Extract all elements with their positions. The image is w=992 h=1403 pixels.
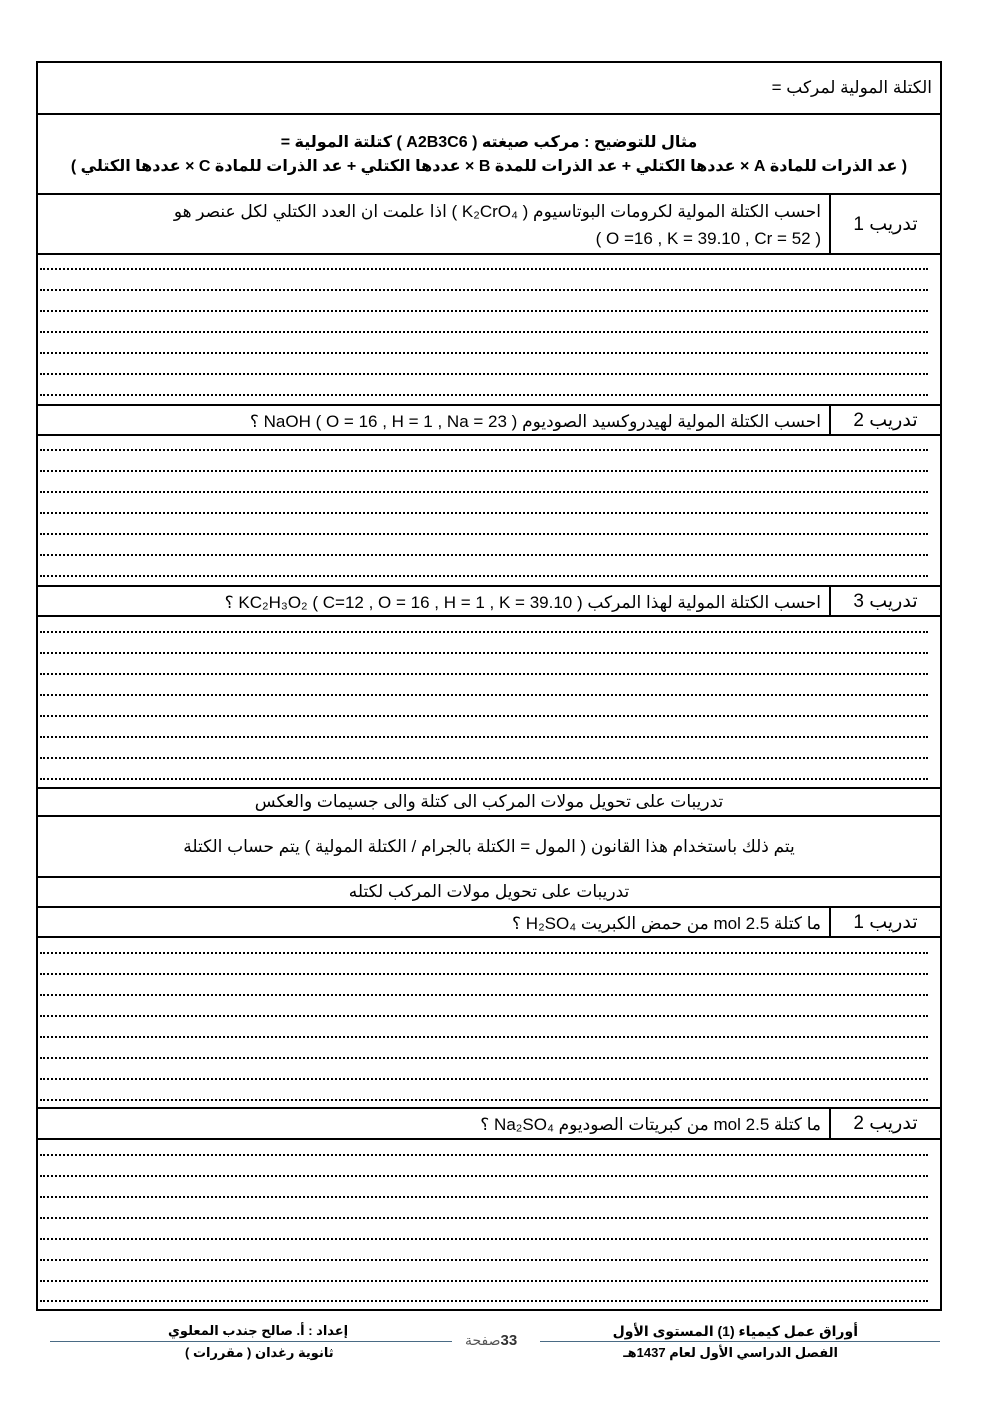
formula-row xyxy=(38,817,940,878)
answer-line xyxy=(40,373,928,375)
task-label: تدريب 1 xyxy=(829,908,940,936)
task-question xyxy=(38,587,829,615)
task-question xyxy=(38,908,829,936)
footer-course-title: أوراق عمل كيمياء (1) المستوى الأول xyxy=(612,1323,858,1339)
answer-line xyxy=(40,994,928,996)
answer-line xyxy=(40,352,928,354)
task-question-line-1: ما كتلة 2.5 mol من كبريتات الصوديوم Na₂SO₄ ؟ xyxy=(480,1115,821,1134)
answer-area-3[interactable] xyxy=(38,617,940,789)
answer-line xyxy=(40,310,928,312)
section-heading: تدريبات على تحويل مولات المركب الى كتلة والى جسيمات والعكس xyxy=(254,792,724,811)
page-footer xyxy=(0,1318,992,1368)
example-line-2: ( عد الذرات للمادة A × عددها الكتلي + عد الذرات للمدة B × عددها الكتلي + عد الذرات للمادة C × عددها الكتلي ) xyxy=(70,158,908,175)
answer-line xyxy=(40,736,928,738)
task-question-line-2: ( O =16 , K = 39.10 , Cr = 52 ) xyxy=(595,229,821,248)
answer-line xyxy=(40,652,928,654)
answer-line xyxy=(40,268,928,270)
section-heading-row xyxy=(38,789,940,817)
footer-divider-right xyxy=(540,1341,940,1342)
task-question-line-1: احسب الكتلة المولية لهيدروكسيد الصوديوم NaOH ( O = 16 , H = 1 , Na = 23 ) ؟ xyxy=(249,411,821,431)
example-line-1: مثال للتوضيح : مركب صيغته ( A2B3C6 ) كتلتة المولية = xyxy=(280,134,698,151)
task-question-line-1: احسب الكتلة المولية لهذا المركب KC₂H₃O₂ ( C=12 , O = 16 , H = 1 , K = 39.10 ) ؟ xyxy=(224,592,821,612)
task-row-3 xyxy=(38,587,940,617)
answer-line xyxy=(40,1238,928,1240)
task-row-4 xyxy=(38,908,940,938)
task-label: تدريب 2 xyxy=(829,406,940,434)
answer-area-4[interactable] xyxy=(38,938,940,1109)
molar-mass-title: الكتلة المولية لمركب = xyxy=(771,78,932,97)
formula-text: يتم ذلك باستخدام هذا القانون ( المول = الكتلة بالجرام / الكتلة المولية ) يتم حساب الكتلة xyxy=(183,836,795,856)
page-label: صفحة xyxy=(465,1332,501,1348)
answer-line xyxy=(40,1196,928,1198)
task-row-5 xyxy=(38,1109,940,1140)
subheading-row xyxy=(38,878,940,908)
answer-line xyxy=(40,491,928,493)
answer-area-5[interactable] xyxy=(38,1140,940,1309)
answer-line xyxy=(40,1300,928,1302)
answer-line xyxy=(40,673,928,675)
answer-line xyxy=(40,631,928,633)
answer-line xyxy=(40,694,928,696)
answer-line xyxy=(40,289,928,291)
answer-line xyxy=(40,952,928,954)
example-row xyxy=(38,115,940,195)
molar-mass-title-row xyxy=(38,63,940,115)
answer-line xyxy=(40,757,928,759)
answer-line xyxy=(40,554,928,556)
answer-line xyxy=(40,715,928,717)
answer-line xyxy=(40,470,928,472)
worksheet-table xyxy=(36,61,942,1311)
task-question xyxy=(38,195,829,253)
answer-line xyxy=(40,1217,928,1219)
answer-line xyxy=(40,331,928,333)
page-number-value: 33 xyxy=(500,1332,518,1349)
section-subheading: تدريبات على تحويل مولات المركب لكتله xyxy=(348,882,630,901)
answer-area-2[interactable] xyxy=(38,436,940,587)
answer-line xyxy=(40,1280,928,1282)
answer-line xyxy=(40,1175,928,1177)
task-label: تدريب 1 xyxy=(829,195,940,253)
footer-divider-left xyxy=(50,1341,452,1342)
answer-line xyxy=(40,449,928,451)
answer-line xyxy=(40,1154,928,1156)
footer-author: إعداد : أ. صالح جندب المعلوي xyxy=(168,1323,349,1338)
answer-line xyxy=(40,1099,928,1101)
answer-line xyxy=(40,533,928,535)
answer-line xyxy=(40,778,928,780)
answer-line xyxy=(40,512,928,514)
task-question xyxy=(38,1109,829,1138)
task-question-line-1: احسب الكتلة المولية لكرومات البوتاسيوم ( K₂CrO₄ ) اذا علمت ان العدد الكتلي لكل عنصر هو xyxy=(173,202,821,221)
answer-area-1[interactable] xyxy=(38,255,940,406)
answer-line xyxy=(40,575,928,577)
answer-line xyxy=(40,973,928,975)
footer-semester: الفصل الدراسي الأول لعام 1437هـ xyxy=(623,1345,838,1360)
footer-school: ثانوية رغدان ( مقررات ) xyxy=(185,1345,334,1360)
task-label: تدريب 3 xyxy=(829,587,940,615)
task-label: تدريب 2 xyxy=(829,1109,940,1138)
task-question xyxy=(38,406,829,434)
answer-line xyxy=(40,1259,928,1261)
task-row-1 xyxy=(38,195,940,255)
answer-line xyxy=(40,1036,928,1038)
task-question-line-1: ما كتلة 2.5 mol من حمض الكبريت H₂SO₄ ؟ xyxy=(512,913,821,933)
answer-line xyxy=(40,394,928,396)
task-row-2 xyxy=(38,406,940,436)
answer-line xyxy=(40,1078,928,1080)
answer-line xyxy=(40,1015,928,1017)
page-number xyxy=(465,1332,517,1349)
answer-line xyxy=(40,1057,928,1059)
